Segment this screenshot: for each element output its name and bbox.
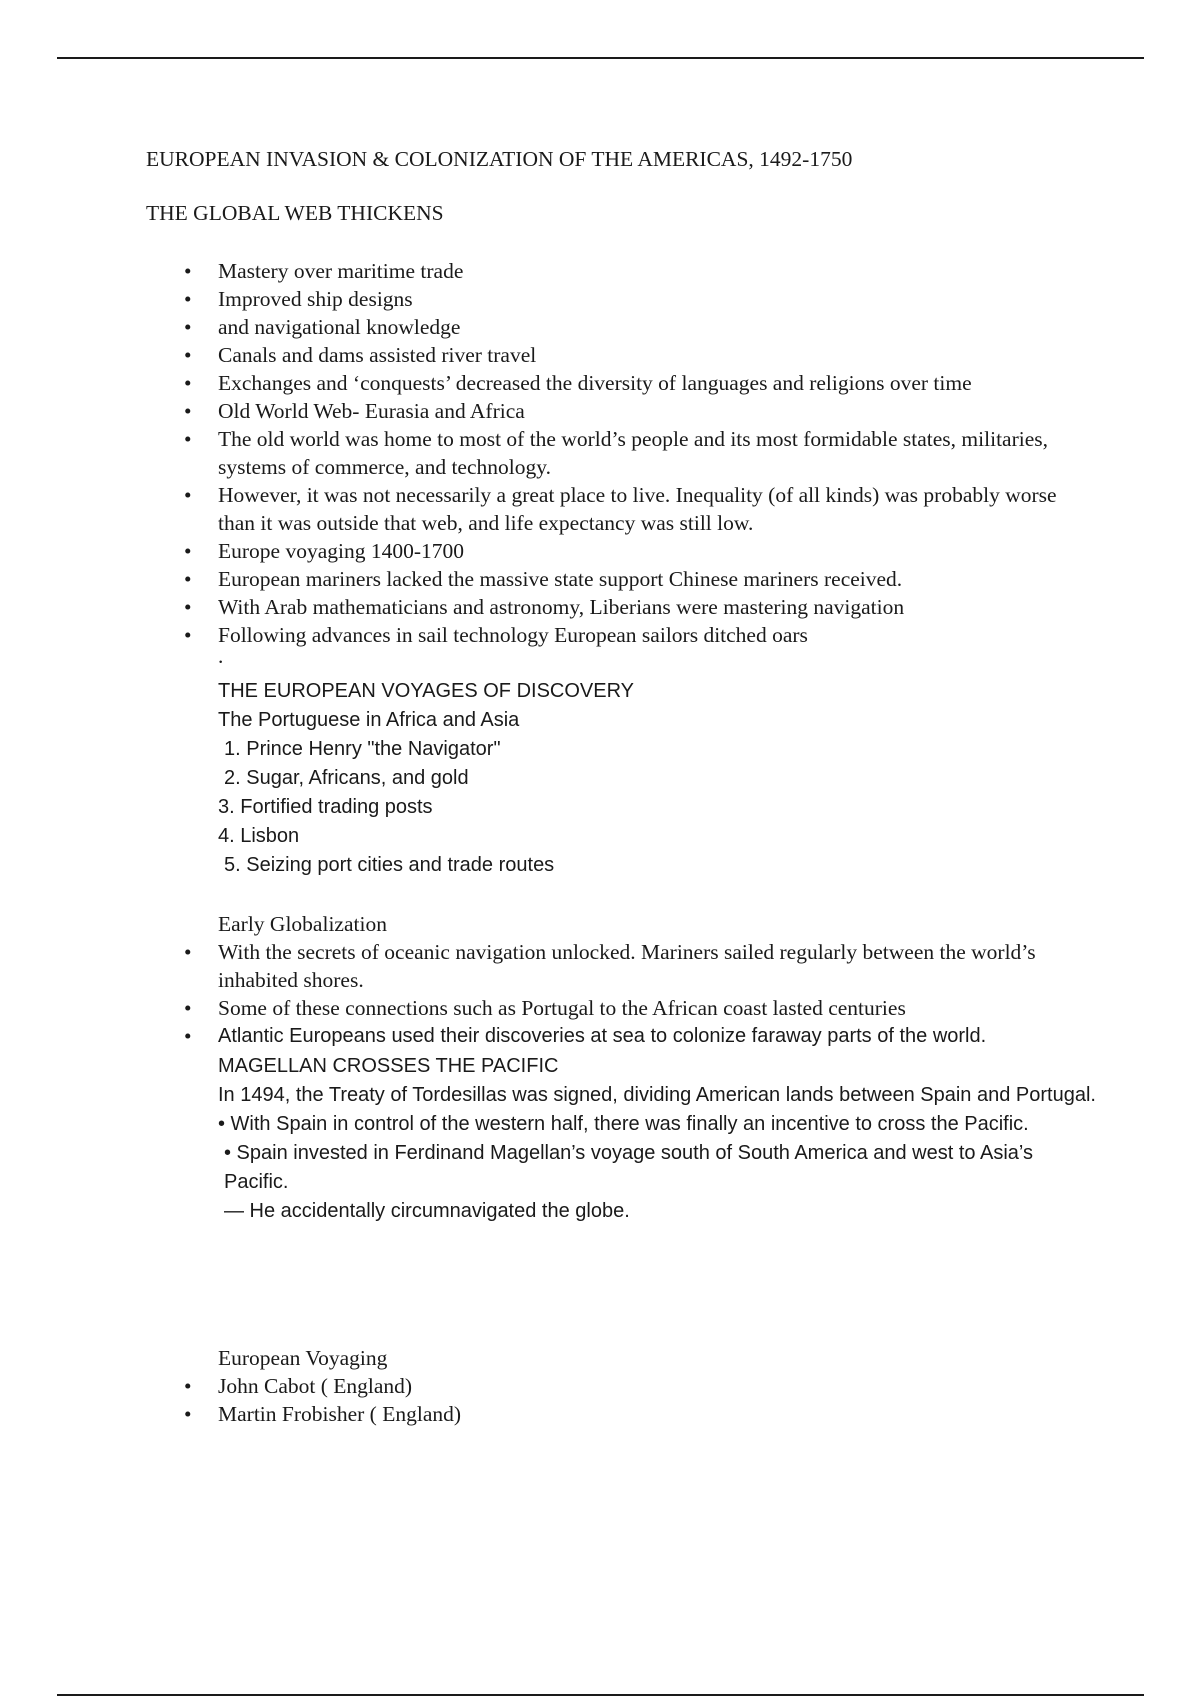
list-item: • Exchanges and ‘conquests’ decreased the diversity of languages and religions over time bbox=[184, 371, 972, 395]
european-voyaging-bullet-list bbox=[0, 1372, 1078, 1428]
section-heading-magellan: MAGELLAN CROSSES THE PACIFIC bbox=[218, 1055, 559, 1077]
list-item: • With Arab mathematicians and astronomy, Liberians were mastering navigation bbox=[184, 595, 905, 619]
subheading-portuguese: The Portuguese in Africa and Asia bbox=[218, 709, 520, 731]
spain-control-paragraph: • With Spain in control of the western half, there was finally an incentive to cross the Pacific. bbox=[218, 1113, 1029, 1135]
list-item: • Following advances in sail technology European sailors ditched oars bbox=[184, 623, 808, 647]
list-item: • Europe voyaging 1400-1700 bbox=[184, 539, 465, 563]
magellan-block bbox=[218, 1052, 1098, 1226]
list-item: • Canals and dams assisted river travel bbox=[184, 343, 537, 367]
bullet-icon: • bbox=[184, 371, 192, 395]
bullet-icon: • bbox=[184, 623, 192, 647]
section-heading-early-globalization: Early Globalization bbox=[218, 912, 387, 936]
bullet-icon: • bbox=[184, 1402, 192, 1426]
bullet-icon: • bbox=[184, 315, 192, 339]
list-item: • Old World Web- Eurasia and Africa bbox=[184, 399, 525, 423]
treaty-paragraph: In 1494, the Treaty of Tordesillas was signed, dividing American lands between Spain and Portugal. bbox=[218, 1084, 1096, 1106]
bullet-icon: • bbox=[184, 940, 192, 964]
bullet-icon: • bbox=[184, 343, 192, 367]
list-item: • The old world was home to most of the world’s people and its most formidable states, militaries, systems of commerce, and technology. bbox=[184, 427, 1048, 479]
list-item: • Martin Frobisher ( England) bbox=[184, 1402, 462, 1426]
section-heading-global-web: THE GLOBAL WEB THICKENS bbox=[146, 201, 444, 225]
list-item: • Some of these connections such as Portugal to the African coast lasted centuries bbox=[184, 996, 906, 1020]
list-item: 1. Prince Henry "the Navigator" bbox=[224, 738, 501, 760]
list-item: 3. Fortified trading posts bbox=[218, 796, 433, 818]
bullet-icon: • bbox=[184, 287, 192, 311]
bottom-rule bbox=[57, 1694, 1144, 1696]
list-item: • Mastery over maritime trade bbox=[184, 259, 464, 283]
voyages-of-discovery-block bbox=[218, 677, 1098, 880]
bullet-icon: • bbox=[184, 1024, 192, 1048]
bullet-icon: • bbox=[184, 996, 192, 1020]
list-item: • With the secrets of oceanic navigation unlocked. Mariners sailed regularly between the world’s inhabited shores. bbox=[184, 940, 1036, 992]
bullet-icon: • bbox=[184, 539, 192, 563]
early-globalization-bullet-list bbox=[0, 938, 1078, 1050]
list-item: • However, it was not necessarily a great place to live. Inequality (of all kinds) was probably worse than it was outside that web, and life expectancy was still low. bbox=[184, 483, 1057, 535]
section-heading-voyages: THE EUROPEAN VOYAGES OF DISCOVERY bbox=[218, 680, 635, 702]
circumnavigation-paragraph: — He accidentally circumnavigated the globe. bbox=[224, 1200, 630, 1222]
stray-period: . bbox=[218, 644, 224, 668]
magellan-voyage-paragraph: • Spain invested in Ferdinand Magellan’s voyage south of South America and west to Asia’s Pacific. bbox=[224, 1142, 1033, 1193]
bullet-icon: • bbox=[184, 1374, 192, 1398]
bullet-icon: • bbox=[184, 483, 192, 507]
bullet-icon: • bbox=[184, 259, 192, 283]
list-item: • and navigational knowledge bbox=[184, 315, 461, 339]
list-item: 4. Lisbon bbox=[218, 825, 300, 847]
global-web-bullet-list bbox=[0, 257, 1078, 649]
list-item: • Atlantic Europeans used their discoveries at sea to colonize faraway parts of the world. bbox=[184, 1024, 987, 1048]
bullet-icon: • bbox=[184, 427, 192, 451]
list-item: • European mariners lacked the massive state support Chinese mariners received. bbox=[184, 567, 903, 591]
list-item: • John Cabot ( England) bbox=[184, 1374, 413, 1398]
list-item: 5. Seizing port cities and trade routes bbox=[224, 854, 555, 876]
top-rule bbox=[57, 57, 1144, 59]
bullet-icon: • bbox=[184, 567, 192, 591]
list-item: 2. Sugar, Africans, and gold bbox=[224, 767, 469, 789]
bullet-icon: • bbox=[184, 595, 192, 619]
bullet-icon: • bbox=[184, 399, 192, 423]
section-heading-european-voyaging: European Voyaging bbox=[218, 1346, 388, 1370]
document-title: EUROPEAN INVASION & COLONIZATION OF THE AMERICAS, 1492-1750 bbox=[146, 147, 853, 171]
list-item: • Improved ship designs bbox=[184, 287, 413, 311]
